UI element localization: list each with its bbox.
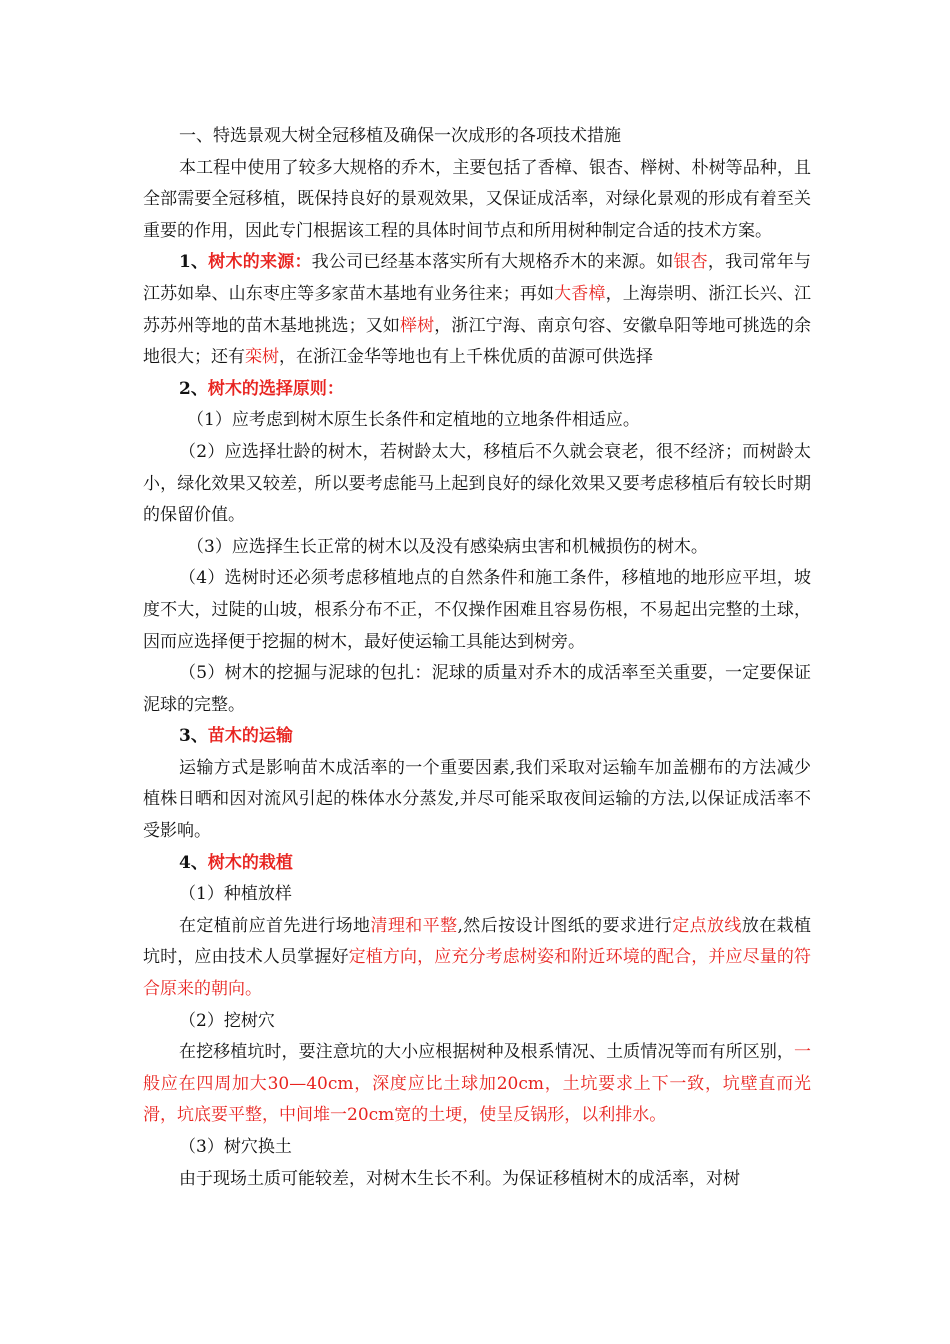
- highlight-koelreuteria: 栾树: [245, 347, 279, 368]
- source-paragraph: [143, 247, 811, 373]
- heading-number: 4、: [179, 852, 208, 873]
- highlight-orientation: 定植方向，应充分考虑树姿和附近环境的配合，并应尽量的符合原来的朝向。: [143, 947, 812, 1000]
- subheading-layout: （1）种植放样: [179, 884, 292, 905]
- highlight-ginkgo: 银杏: [673, 252, 708, 273]
- pit-paragraph: [143, 1037, 811, 1132]
- intro-paragraph: 本工程中使用了较多大规格的乔木，主要包括了香樟、银杏、榉树、朴树等品种，且全部需要全冠移植，既保持良好的景观效果，又保证成活率，对绿化景观的形成有着至关重要的作用，因此专门根据该工程的具体时间节点和所用树种制定合适的技术方案。: [143, 157, 811, 241]
- layout-paragraph: [143, 911, 811, 1006]
- transport-heading: [143, 721, 811, 753]
- heading-selection: 树木的选择原则: [207, 378, 327, 399]
- selection-item-3: （3）应选择生长正常的树木以及没有感染病虫害和机械损伤的树木。: [187, 536, 708, 557]
- heading-source: 树木的来源: [208, 252, 295, 273]
- text-run: ，我司常年与江苏如皋、山东枣庄等多家苗木基地有业务往来；再如: [143, 252, 812, 304]
- heading-transport: 苗木的运输: [207, 726, 293, 747]
- subheading-soil: （3）树穴换土: [179, 1137, 292, 1157]
- subheading-pit: （2）挖树穴: [179, 1010, 275, 1031]
- highlight-camphor: 大香樟: [554, 283, 606, 304]
- selection-item-2: （2）应选择壮龄的树木，若树龄太大，移植后不久就会衰老，很不经济；而树龄太小，绿化效果又较差，所以要考虑能马上起到良好的绿化效果又要考虑移植后有较长时期的保留价值。: [143, 441, 811, 526]
- text-run: 我公司已经基本落实所有大规格乔木的来源。如: [311, 252, 674, 273]
- highlight-pit-spec: 一般应在四周加大30—40cm，深度应比土球加20cm，土坑要求上下一致，坑壁直而光滑，坑底要平整，中间堆一20cm宽的土埂，使呈反锅形，以利排水。: [143, 1042, 811, 1126]
- text-run: 在挖移植坑时，要注意坑的大小应根据树种及根系情况、土质情况等而有所区别，: [179, 1042, 794, 1063]
- highlight-zelkova: 榉树: [399, 315, 435, 336]
- text-run: 放在栽植坑时，应由技术人员掌握好: [143, 915, 812, 968]
- text-run: ，浙江宁海、南京句容、安徽阜阳等地可挑选的余地很大；还有: [143, 315, 812, 368]
- selection-item-1: （1）应考虑到树木原生长条件和定植地的立地条件相适应。: [187, 410, 640, 431]
- heading-colon: ：: [294, 252, 312, 273]
- heading-number: 2、: [179, 378, 208, 399]
- text-run: ，上海崇明、浙江长兴、江苏苏州等地的苗木基地挑选；又如: [143, 283, 812, 336]
- soil-paragraph: 由于现场土质可能较差，对树木生长不利。为保证移植树木的成活率，对树: [179, 1168, 740, 1189]
- transport-paragraph: 运输方式是影响苗木成活率的一个重要因素,我们采取对运输车加盖棚布的方法减少植株日晒和因对流风引起的株体水分蒸发,并尽可能采取夜间运输的方法,以保证成活率不受影响。: [143, 757, 811, 842]
- text-run: 在定植前应首先进行场地: [179, 915, 371, 936]
- heading-number: 3、: [179, 726, 208, 747]
- planting-heading: [143, 848, 811, 880]
- selection-item-5: （5）树木的挖掘与泥球的包扎：泥球的质量对乔木的成活率至关重要，一定要保证泥球的完整。: [143, 663, 811, 715]
- text-run: ,然后按设计图纸的要求进行: [457, 915, 673, 936]
- highlight-staking: 定点放线: [672, 915, 742, 936]
- selection-item-4: （4）选树时还必须考虑移植地点的自然条件和施工条件，移植地的地形应平坦，坡度不大，过陡的山坡，根系分布不正，不仅操作困难且容易伤根，不易起出完整的土球，因而应选择便于挖掘的树木，最好使运输工具能达到树旁。: [143, 568, 811, 652]
- highlight-clearing: 清理和平整: [370, 915, 458, 936]
- selection-heading: [143, 374, 811, 406]
- heading-number: 1、: [179, 252, 209, 273]
- heading-colon: ：: [326, 378, 344, 399]
- document-body: [143, 121, 811, 1195]
- section-title: 一、特选景观大树全冠移植及确保一次成形的各项技术措施: [179, 126, 621, 146]
- heading-planting: 树木的栽植: [207, 852, 293, 873]
- text-run: ，在浙江金华等地也有上千株优质的苗源可供选择: [279, 347, 653, 368]
